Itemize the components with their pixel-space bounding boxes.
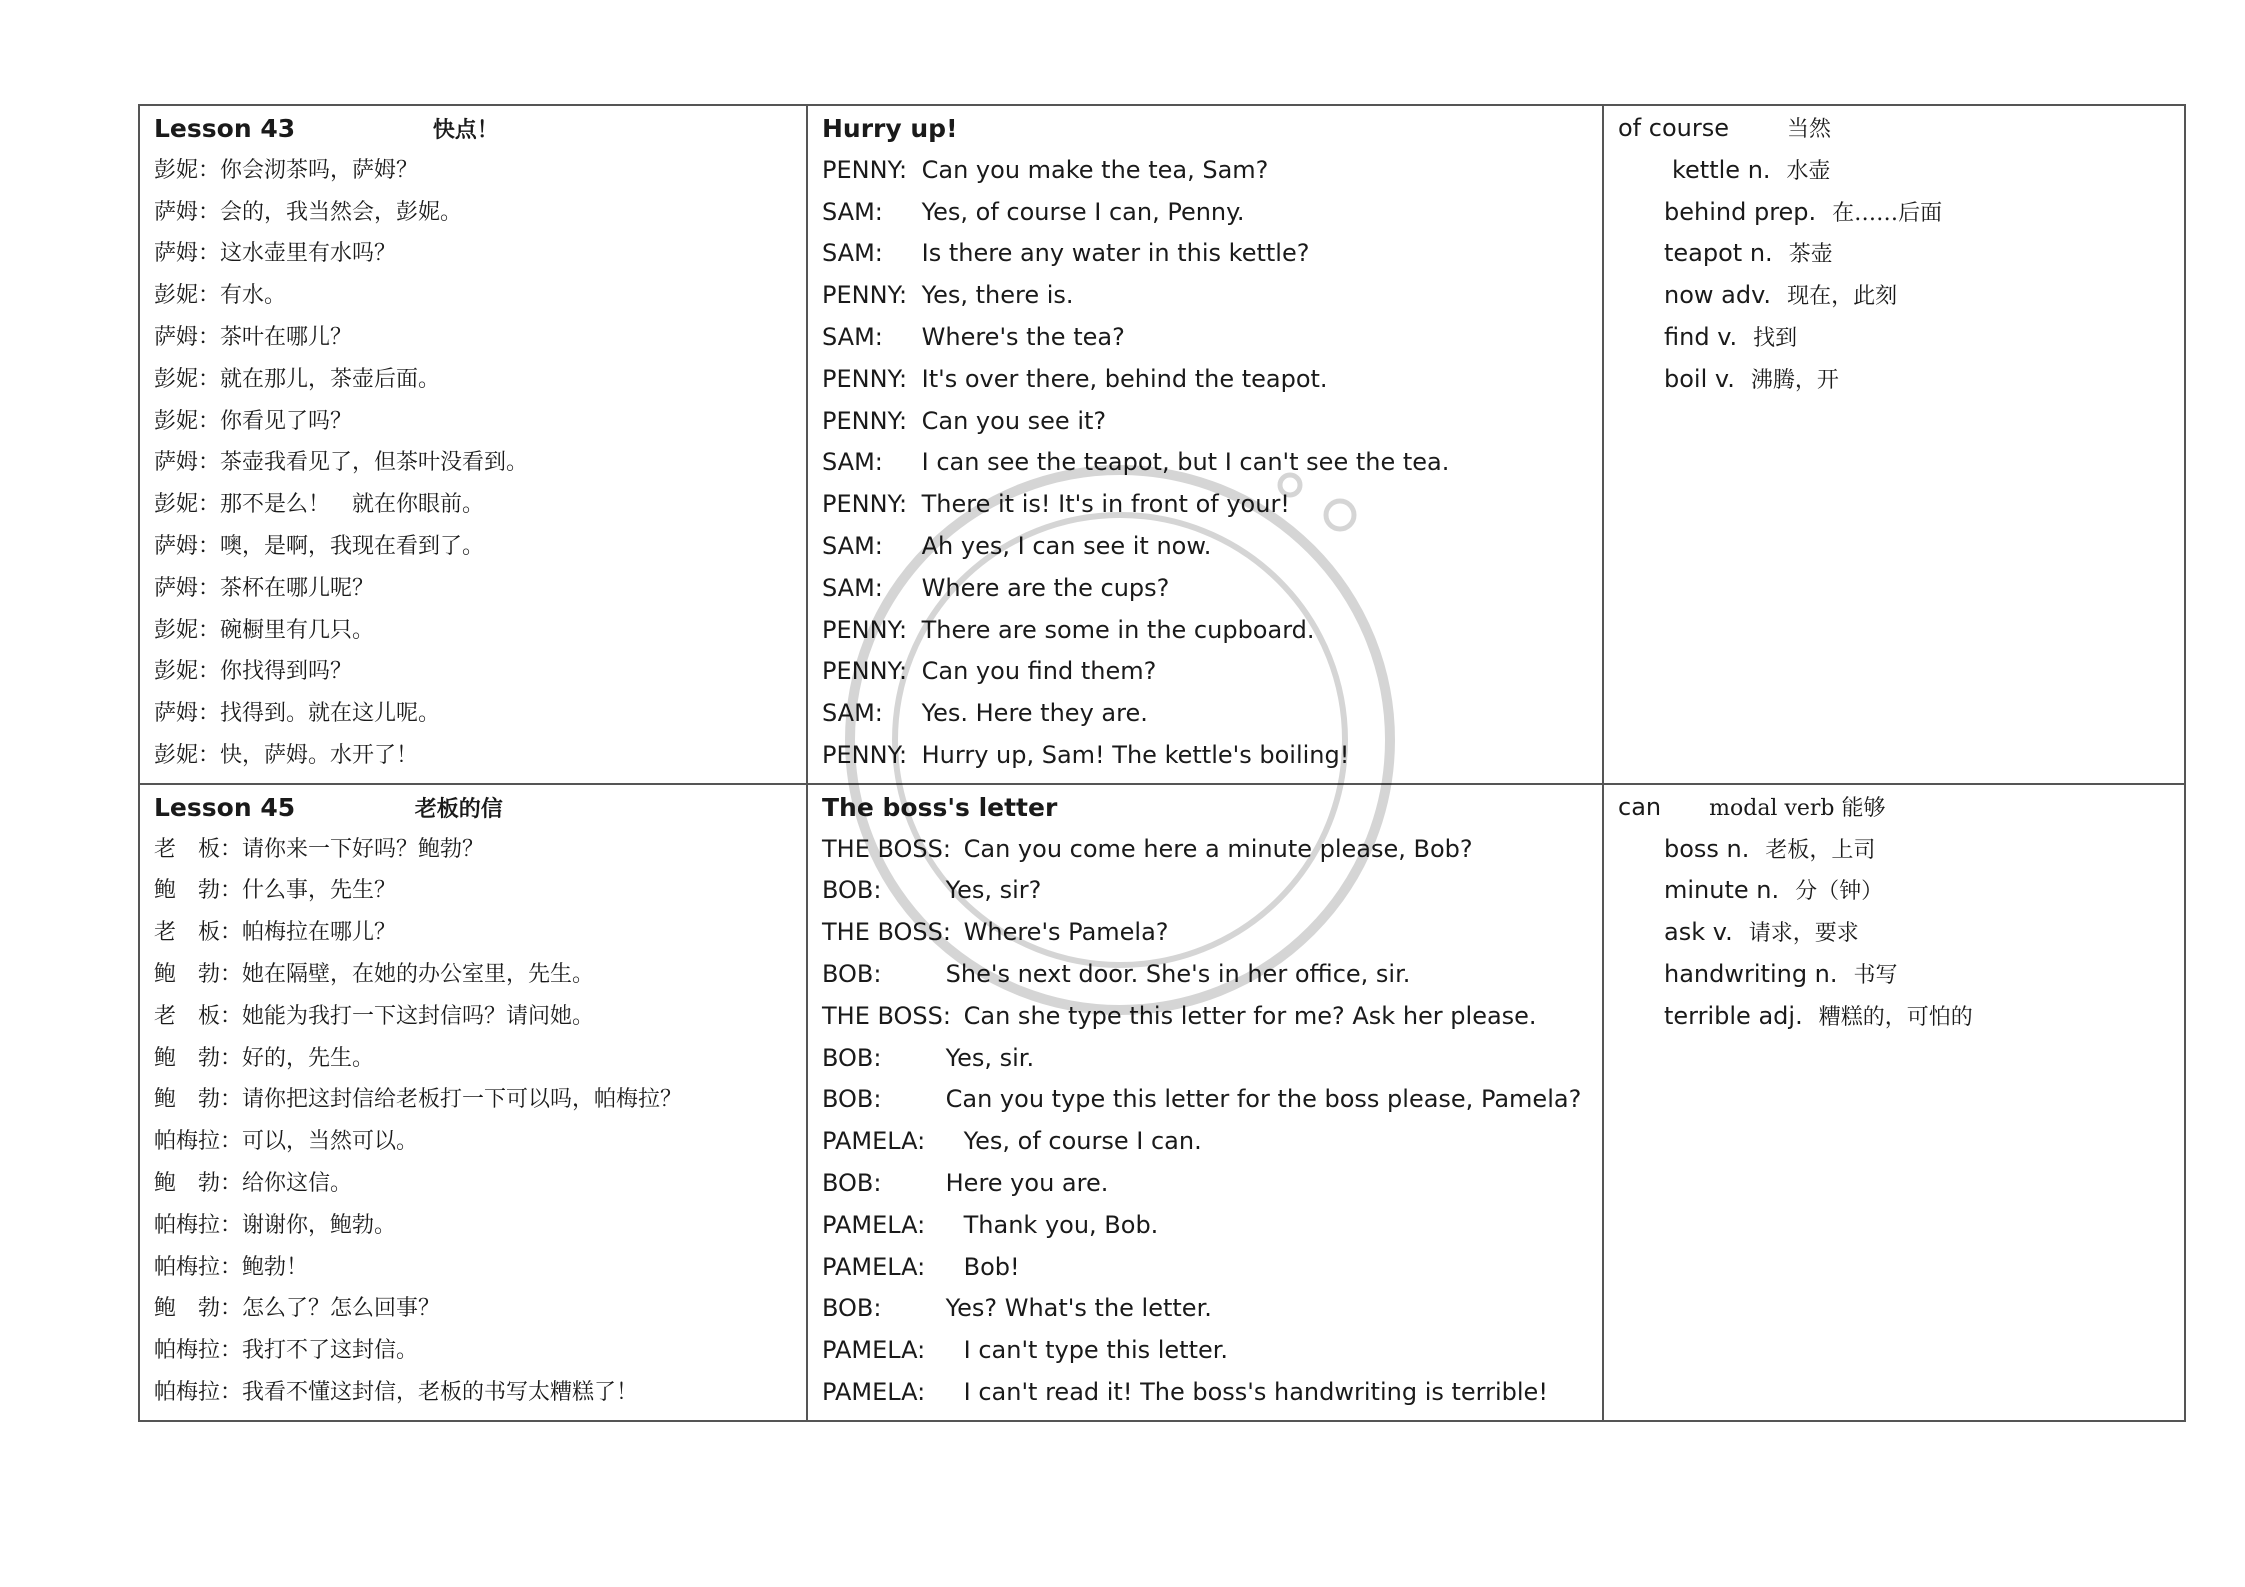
vocab-item [1618, 829, 2172, 871]
english-dialogue-line [822, 442, 1590, 484]
speaker-label: BOB: [822, 1168, 882, 1197]
vocab-word: find v. [1664, 322, 1738, 351]
lesson-43-vocab-cell [1603, 105, 2185, 784]
lesson-45-chinese-cell [139, 784, 807, 1421]
dialogue-text: There it is! It's in front of your! [914, 490, 1290, 519]
dialogue-text: Where's Pamela? [956, 918, 1169, 947]
vocab-word: boil v. [1664, 364, 1735, 393]
vocab-meaning: 找到 [1753, 325, 1798, 351]
speaker-label: PENNY: [822, 657, 908, 686]
speaker-label: BOB: [822, 876, 882, 905]
vocab-item [1618, 870, 2172, 912]
english-dialogue-line [822, 233, 1590, 275]
vocab-word: boss n. [1664, 834, 1750, 863]
english-dialogue-line [822, 484, 1590, 526]
speaker-label: PENNY: [822, 364, 908, 393]
speaker-label: THE BOSS: [822, 918, 951, 947]
speaker-label: PENNY: [822, 406, 908, 435]
chinese-dialogue-line: 帕梅拉：我看不懂这封信，老板的书写太糟糕了！ [154, 1379, 639, 1405]
dialogue-text: She's next door. She's in her office, sir. [938, 959, 1411, 988]
vocab-item [1618, 787, 2172, 829]
english-dialogue-line [822, 275, 1590, 317]
dialogue-text: Can she type this letter for me? Ask her please. [956, 1001, 1537, 1030]
english-dialogue-line [822, 954, 1590, 996]
vocab-meaning: 水壶 [1786, 158, 1831, 184]
vocab-meaning: 请求，要求 [1748, 921, 1859, 947]
lesson-45-number: Lesson 45 [154, 792, 296, 822]
english-dialogue-line [822, 192, 1590, 234]
vocab-meaning: 茶壶 [1788, 242, 1833, 268]
speaker-label: THE BOSS: [822, 1001, 951, 1030]
dialogue-text: Yes, there is. [914, 281, 1074, 310]
chinese-dialogue-line: 彭妮：你会沏茶吗，萨姆？ [154, 157, 419, 183]
chinese-dialogue-line: 彭妮：你找得到吗？ [154, 659, 353, 685]
lesson-45-heading [154, 787, 794, 829]
dialogue-text: I can't type this letter. [956, 1336, 1229, 1365]
chinese-dialogue-line: 帕梅拉：谢谢你，鲍勃。 [154, 1212, 397, 1238]
english-dialogue-line [822, 735, 1590, 777]
vocab-meaning: 沸腾，开 [1750, 367, 1839, 393]
chinese-dialogue-line: 鲍 勃：怎么了？怎么回事？ [154, 1296, 441, 1322]
lesson-45-row [139, 784, 2185, 1421]
vocab-meaning: 当然 [1787, 117, 1832, 142]
english-dialogue-line [822, 359, 1590, 401]
vocab-item [1618, 275, 2172, 317]
vocab-word: can [1618, 792, 1662, 821]
english-dialogue-line [822, 1372, 1590, 1414]
lesson-45-english-cell [807, 784, 1603, 1421]
chinese-dialogue-line: 鲍 勃：好的，先生。 [154, 1045, 375, 1071]
dialogue-text: Can you make the tea, Sam? [914, 155, 1269, 184]
lesson-43-english-lines [822, 150, 1590, 777]
english-dialogue-line [822, 1330, 1590, 1372]
chinese-dialogue-line: 鲍 勃：她在隔壁，在她的办公室里，先生。 [154, 961, 595, 987]
vocab-meaning: 老板，上司 [1765, 837, 1876, 863]
english-dialogue-line [822, 870, 1590, 912]
vocab-item [1618, 954, 2172, 996]
speaker-label: PAMELA: [822, 1210, 926, 1239]
chinese-dialogue-line: 萨姆：会的，我当然会，彭妮。 [154, 199, 463, 225]
english-dialogue-line [822, 1079, 1590, 1121]
english-dialogue-line [822, 1205, 1590, 1247]
dialogue-text: Yes, sir? [938, 876, 1042, 905]
lesson-43-heading [154, 108, 794, 150]
dialogue-text: Can you come here a minute please, Bob? [956, 834, 1473, 863]
english-dialogue-line [822, 1163, 1590, 1205]
lesson-43-number: Lesson 43 [154, 114, 296, 143]
vocab-word: now adv. [1664, 281, 1772, 310]
chinese-dialogue-line: 萨姆：茶杯在哪儿呢？ [154, 575, 375, 601]
speaker-label: PENNY: [822, 615, 908, 644]
english-dialogue-line [822, 693, 1590, 735]
english-dialogue-line [822, 651, 1590, 693]
lesson-43-english-title: Hurry up! [822, 114, 958, 143]
english-dialogue-line [822, 526, 1590, 568]
vocab-word: kettle n. [1672, 155, 1771, 184]
speaker-label: PAMELA: [822, 1377, 926, 1406]
vocab-item [1618, 317, 2172, 359]
lesson-45-english-lines [822, 829, 1590, 1414]
lesson-43-chinese-title: 快点！ [432, 117, 499, 143]
vocab-word: handwriting n. [1664, 959, 1838, 988]
vocab-meaning: 在……后面 [1832, 200, 1943, 226]
english-dialogue-line [822, 1247, 1590, 1289]
english-dialogue-line [822, 610, 1590, 652]
english-dialogue-line [822, 401, 1590, 443]
speaker-label: PENNY: [822, 740, 908, 769]
dialogue-text: Hurry up, Sam! The kettle's boiling! [914, 740, 1350, 769]
speaker-label: SAM: [822, 197, 883, 226]
english-dialogue-line [822, 1038, 1590, 1080]
chinese-dialogue-line: 老 板：帕梅拉在哪儿？ [154, 920, 397, 946]
lesson-table [138, 104, 2186, 1422]
dialogue-text: I can see the teapot, but I can't see the tea. [914, 448, 1450, 477]
dialogue-text: There are some in the cupboard. [914, 615, 1315, 644]
lesson-43-chinese-cell [139, 105, 807, 784]
vocab-item [1618, 108, 2172, 150]
chinese-dialogue-line: 彭妮：快，萨姆。水开了！ [154, 742, 419, 768]
speaker-label: SAM: [822, 239, 883, 268]
lesson-43-english-cell [807, 105, 1603, 784]
speaker-label: BOB: [822, 1085, 882, 1114]
chinese-dialogue-line: 彭妮：你看见了吗？ [154, 408, 353, 434]
dialogue-text: Thank you, Bob. [956, 1210, 1159, 1239]
chinese-dialogue-line: 帕梅拉：鲍勃！ [154, 1254, 309, 1280]
vocab-meaning: 现在，此刻 [1787, 284, 1898, 310]
dialogue-text: Yes, sir. [938, 1043, 1035, 1072]
english-dialogue-line [822, 568, 1590, 610]
dialogue-text: Where's the tea? [914, 322, 1125, 351]
chinese-dialogue-line: 彭妮：就在那儿，茶壶后面。 [154, 366, 441, 392]
dialogue-text: Can you type this letter for the boss please, Pamela? [938, 1085, 1582, 1114]
dialogue-text: Is there any water in this kettle? [914, 239, 1310, 268]
dialogue-text: Ah yes, I can see it now. [914, 531, 1212, 560]
vocab-item [1618, 233, 2172, 275]
english-dialogue-line [822, 1288, 1590, 1330]
lesson-43-row [139, 105, 2185, 784]
english-dialogue-line [822, 912, 1590, 954]
dialogue-text: I can't read it! The boss's handwriting is terrible! [956, 1377, 1548, 1406]
vocab-item [1618, 359, 2172, 401]
english-dialogue-line [822, 996, 1590, 1038]
lesson-43-chinese-lines [154, 150, 794, 777]
vocab-word: teapot n. [1664, 239, 1773, 268]
speaker-label: PENNY: [822, 155, 908, 184]
lesson-45-vocab-cell [1603, 784, 2185, 1421]
speaker-label: BOB: [822, 959, 882, 988]
speaker-label: SAM: [822, 699, 883, 728]
speaker-label: PAMELA: [822, 1127, 926, 1156]
speaker-label: SAM: [822, 573, 883, 602]
lesson-45-english-title: The boss's letter [822, 792, 1058, 822]
dialogue-text: Yes, of course I can. [956, 1127, 1202, 1156]
chinese-dialogue-line: 彭妮：有水。 [154, 283, 287, 309]
vocab-word: minute n. [1664, 876, 1780, 905]
vocab-item [1618, 912, 2172, 954]
chinese-dialogue-line: 帕梅拉：我打不了这封信。 [154, 1338, 419, 1364]
vocab-meaning: 书写 [1853, 962, 1898, 988]
dialogue-text: Yes, of course I can, Penny. [914, 197, 1245, 226]
chinese-dialogue-line: 鲍 勃：什么事，先生？ [154, 878, 397, 904]
english-dialogue-line [822, 829, 1590, 871]
speaker-label: BOB: [822, 1043, 882, 1072]
dialogue-text: Yes. Here they are. [914, 699, 1148, 728]
vocab-word: ask v. [1664, 918, 1733, 947]
chinese-dialogue-line: 鲍 勃：请你把这封信给老板打一下可以吗，帕梅拉？ [154, 1087, 683, 1113]
speaker-label: THE BOSS: [822, 834, 951, 863]
dialogue-text: Here you are. [938, 1168, 1109, 1197]
vocab-word: terrible adj. [1664, 1001, 1803, 1030]
speaker-label: PAMELA: [822, 1336, 926, 1365]
chinese-dialogue-line: 彭妮：那不是么！ 就在你眼前。 [154, 492, 485, 518]
chinese-dialogue-line: 老 板：请你来一下好吗？鲍勃？ [154, 836, 485, 862]
lesson-45-chinese-lines [154, 829, 794, 1414]
speaker-label: SAM: [822, 448, 883, 477]
speaker-label: SAM: [822, 322, 883, 351]
vocab-word: of course [1618, 114, 1729, 142]
vocab-meaning: 分（钟） [1795, 879, 1884, 905]
chinese-dialogue-line: 老 板：她能为我打一下这封信吗？请问她。 [154, 1003, 595, 1029]
dialogue-text: It's over there, behind the teapot. [914, 364, 1328, 393]
chinese-dialogue-line: 帕梅拉：可以，当然可以。 [154, 1129, 419, 1155]
dialogue-text: Can you see it? [914, 406, 1107, 435]
speaker-label: PAMELA: [822, 1252, 926, 1281]
english-dialogue-line [822, 150, 1590, 192]
chinese-dialogue-line: 鲍 勃：给你这信。 [154, 1170, 353, 1196]
dialogue-text: Where are the cups? [914, 573, 1170, 602]
speaker-label: PENNY: [822, 490, 908, 519]
speaker-label: BOB: [822, 1294, 882, 1323]
dialogue-text: Yes? What's the letter. [938, 1294, 1212, 1323]
speaker-label: SAM: [822, 531, 883, 560]
vocab-item [1618, 150, 2172, 192]
vocab-meaning: modal verb 能够 [1709, 795, 1886, 821]
vocab-item [1618, 996, 2172, 1038]
chinese-dialogue-line: 萨姆：这水壶里有水吗？ [154, 241, 397, 267]
vocab-item [1618, 192, 2172, 234]
chinese-dialogue-line: 彭妮：碗橱里有几只。 [154, 617, 375, 643]
chinese-dialogue-line: 萨姆：噢，是啊，我现在看到了。 [154, 533, 485, 559]
vocab-word: behind prep. [1664, 197, 1817, 226]
english-dialogue-line [822, 1121, 1590, 1163]
chinese-dialogue-line: 萨姆：找得到。就在这儿呢。 [154, 701, 441, 727]
lesson-43-vocab-list [1618, 108, 2172, 401]
chinese-dialogue-line: 萨姆：茶叶在哪儿？ [154, 324, 353, 350]
speaker-label: PENNY: [822, 281, 908, 310]
dialogue-text: Bob! [956, 1252, 1020, 1281]
lesson-45-chinese-title: 老板的信 [414, 795, 503, 822]
vocab-meaning: 糟糕的，可怕的 [1818, 1004, 1973, 1030]
lesson-45-vocab-list [1618, 787, 2172, 1038]
english-dialogue-line [822, 317, 1590, 359]
chinese-dialogue-line: 萨姆：茶壶我看见了，但茶叶没看到。 [154, 450, 529, 476]
dialogue-text: Can you find them? [914, 657, 1157, 686]
